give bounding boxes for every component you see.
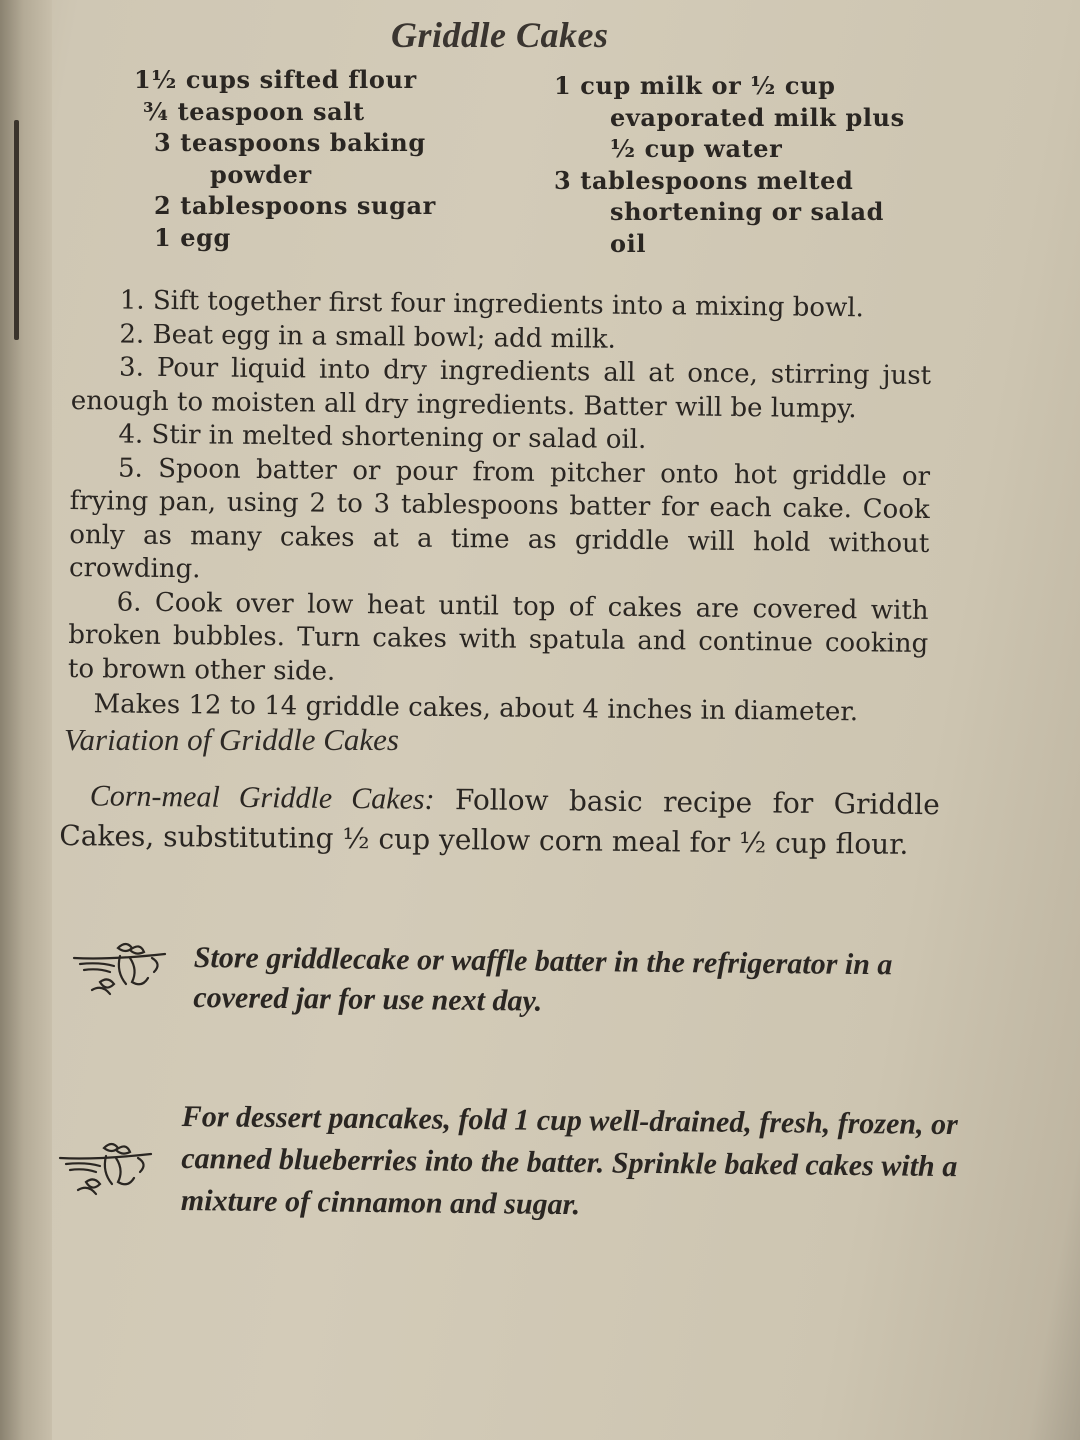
sprig-ornament-icon [56,1138,166,1208]
recipe-yield: Makes 12 to 14 griddle cakes, about 4 inches in diameter. [93,689,859,728]
method-step: 1. Sift together first four ingredients into a mixing bowl. [119,285,865,324]
ingredient-text: cups sifted flour [185,65,417,94]
ingredient-qty: ¾ [142,96,169,126]
tip-note: For dessert pancakes, fold 1 cup well-drained, fresh, frozen, or canned blueberries into the batter. Sprinkle baked cakes with a mixture of cinnamon and sugar. [180,1099,958,1222]
ingredient-text: teaspoons baking powder [180,128,426,189]
ingredient-qty: 1½ [134,65,177,94]
ingredient-text: teaspoon salt [177,96,365,126]
recipe-title: Griddle Cakes [391,15,609,55]
cookbook-page [56,0,1066,1440]
ingredient-qty: 3 [554,165,572,195]
ingredient-item [134,222,514,254]
ingredient-qty: 1 [554,71,572,100]
ingredient-item [554,165,910,260]
method-step: 3. Pour liquid into dry ingredients all at once, stirring just enough to moisten all dry ingredients. Batter will be lumpy. [70,352,932,424]
ingredient-qty: 2 [154,191,172,220]
ingredient-qty: 1 [154,222,172,252]
book-spine [0,0,52,1440]
method-steps [67,284,932,730]
method-step: 2. Beat egg in a small bowl; add milk. [119,319,617,355]
variation-text: Follow basic recipe for Griddle Cakes, substituting ½ cup yellow corn meal for ½ cup flour. [59,783,940,861]
binding-edge [14,120,19,340]
variation-section [59,776,940,865]
ingredient-qty: 3 [154,128,172,157]
sprig-ornament-icon [70,938,180,1008]
ingredient-text: tablespoons sugar [180,191,436,220]
ingredient-text: tablespoons melted shortening or salad oil [580,165,885,258]
ingredient-text: egg [180,222,231,252]
ingredient-item [134,64,514,96]
ingredient-item [134,190,514,222]
variation-item [59,776,940,865]
tip-note: Store griddlecake or waffle batter in the refrigerator in a covered jar for use next day. [193,940,893,1018]
method-step: 4. Stir in melted shortening or salad oil. [118,419,647,456]
ingredient-item [134,127,514,190]
ingredient-item [134,96,514,128]
ingredients-left-column [134,64,514,253]
method-step: 5. Spoon batter or pour from pitcher onto hot griddle or frying pan, using 2 to 3 tablespoons batter for each cake. Cook only as many cakes at a time as griddle will hold without crowding. [68,452,931,585]
ingredients-right-column [554,70,974,259]
ingredient-item [554,70,910,165]
variation-heading: Variation of Griddle Cakes [64,722,399,757]
ingredient-text: cup milk or ½ cup evaporated milk plus ½ cup water [580,71,905,163]
variation-name: Corn-meal Griddle Cakes: [89,779,435,816]
method-step: 6. Cook over low heat until top of cakes are covered with broken bubbles. Turn cakes with spatula and continue cooking to brown other side. [67,586,929,687]
